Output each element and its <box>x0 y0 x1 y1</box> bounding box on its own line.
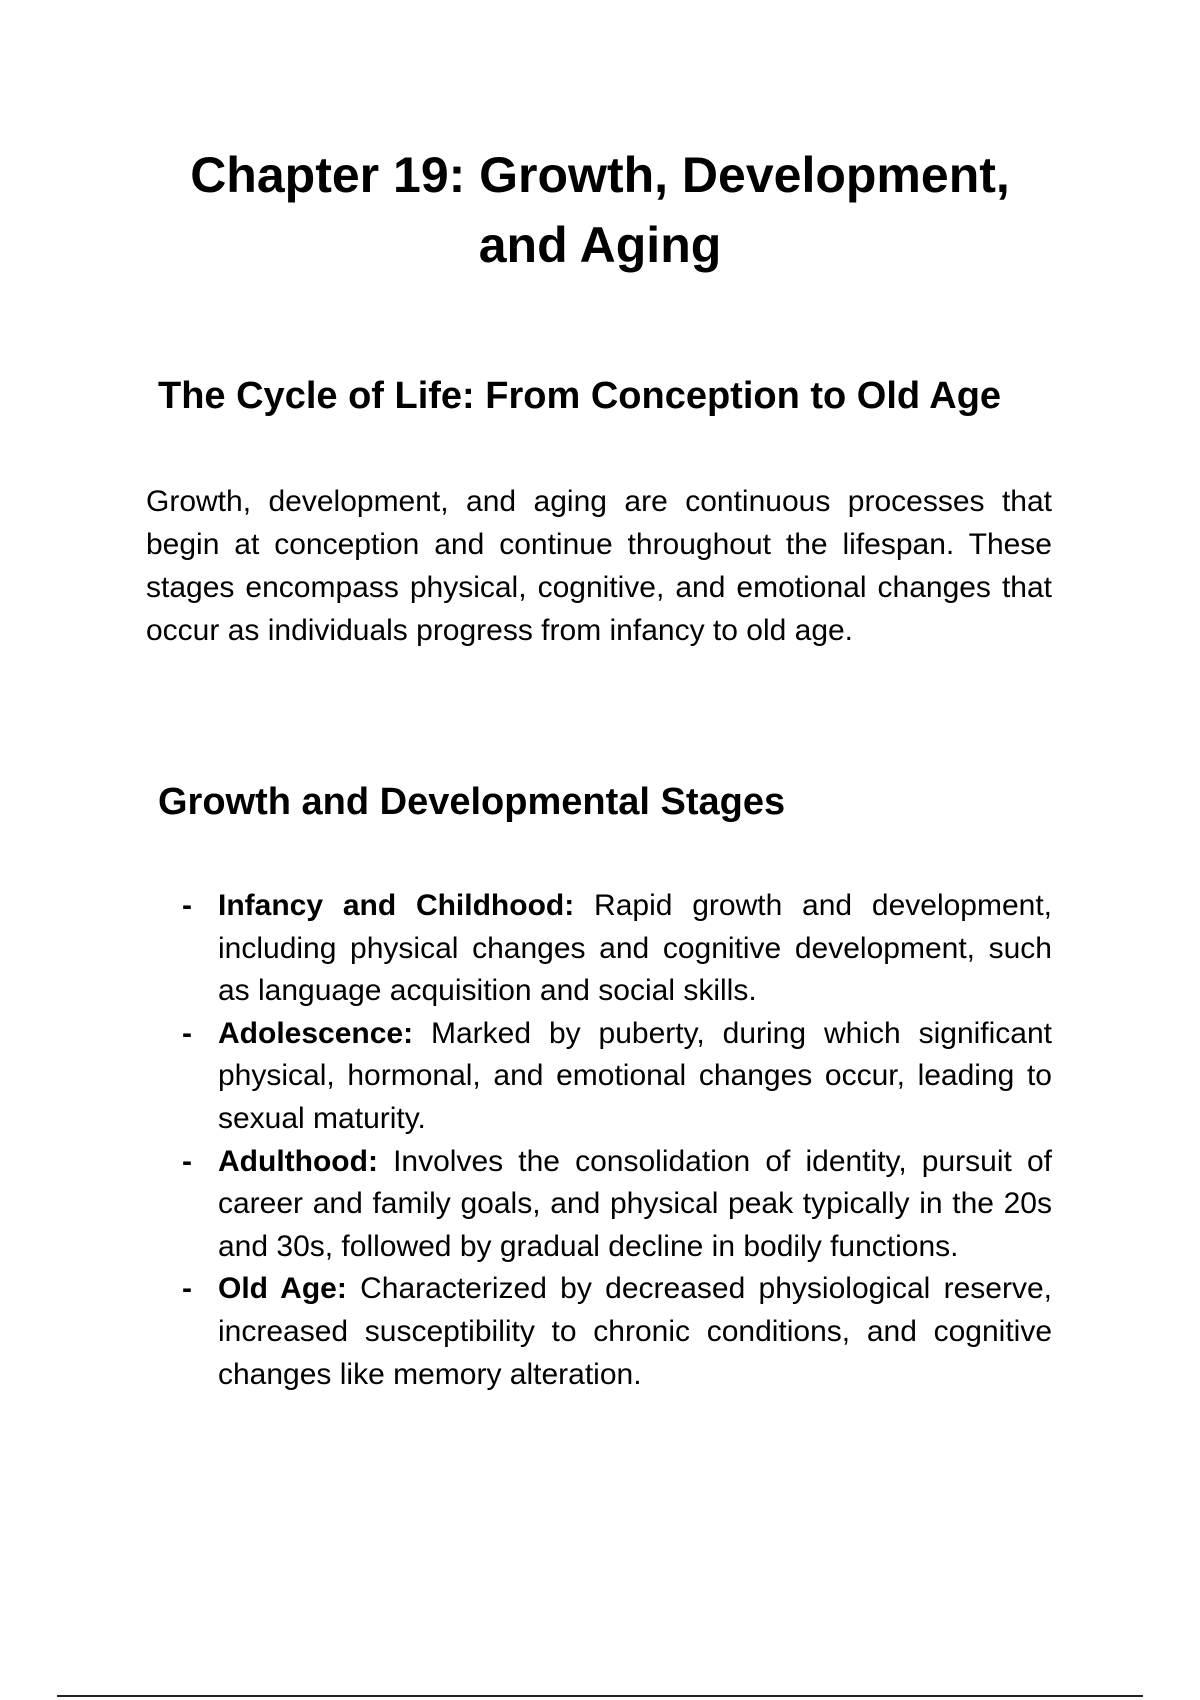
stage-description: Rapid growth and development, including physical changes and cognitive development, such as language acquisition and social skills. <box>218 889 1053 1008</box>
stage-item-adulthood <box>146 1141 1052 1269</box>
stage-item-infancy-childhood <box>146 885 1052 1013</box>
stage-item-adolescence <box>146 1013 1052 1141</box>
stage-description: Involves the consolidation of identity, pursuit of career and family goals, and physical peak typically in the 20s and 30s, followed by gradual decline in bodily functions. <box>218 1144 1052 1263</box>
stage-description: Marked by puberty, during which significant physical, hormonal, and emotional changes occur, leading to sexual maturity. <box>218 1016 1052 1135</box>
bullet-dash-icon: - <box>182 889 192 922</box>
stage-item-old-age <box>146 1268 1052 1396</box>
footer-divider <box>57 1695 1143 1697</box>
section-heading-developmental-stages: Growth and Developmental Stages <box>158 781 786 823</box>
stage-description: Characterized by decreased physiological reserve, increased susceptibility to chronic conditions, and cognitive changes like memory alteration. <box>218 1272 1052 1391</box>
intro-paragraph: Growth, development, and aging are continuous processes that begin at conception and continue throughout the lifespan. These stages encompass physical, cognitive, and emotional changes that occur as individuals progress from infancy to old age. <box>146 485 1052 647</box>
stage-term: Infancy and Childhood: <box>218 889 575 922</box>
stages-list <box>146 885 1052 1396</box>
bullet-dash-icon: - <box>182 1016 192 1050</box>
bullet-dash-icon: - <box>182 1272 192 1306</box>
chapter-title-line-2: and Aging <box>478 217 722 273</box>
stage-term: Adolescence: <box>218 1016 414 1050</box>
chapter-title-line-1: Chapter 19: Growth, Development, <box>190 147 1010 203</box>
chapter-title <box>150 140 1050 280</box>
section-heading-cycle-of-life: The Cycle of Life: From Conception to Old Age <box>158 375 1002 417</box>
stage-term: Adulthood: <box>218 1144 378 1178</box>
bullet-dash-icon: - <box>182 1144 192 1178</box>
stage-term: Old Age: <box>218 1272 347 1306</box>
